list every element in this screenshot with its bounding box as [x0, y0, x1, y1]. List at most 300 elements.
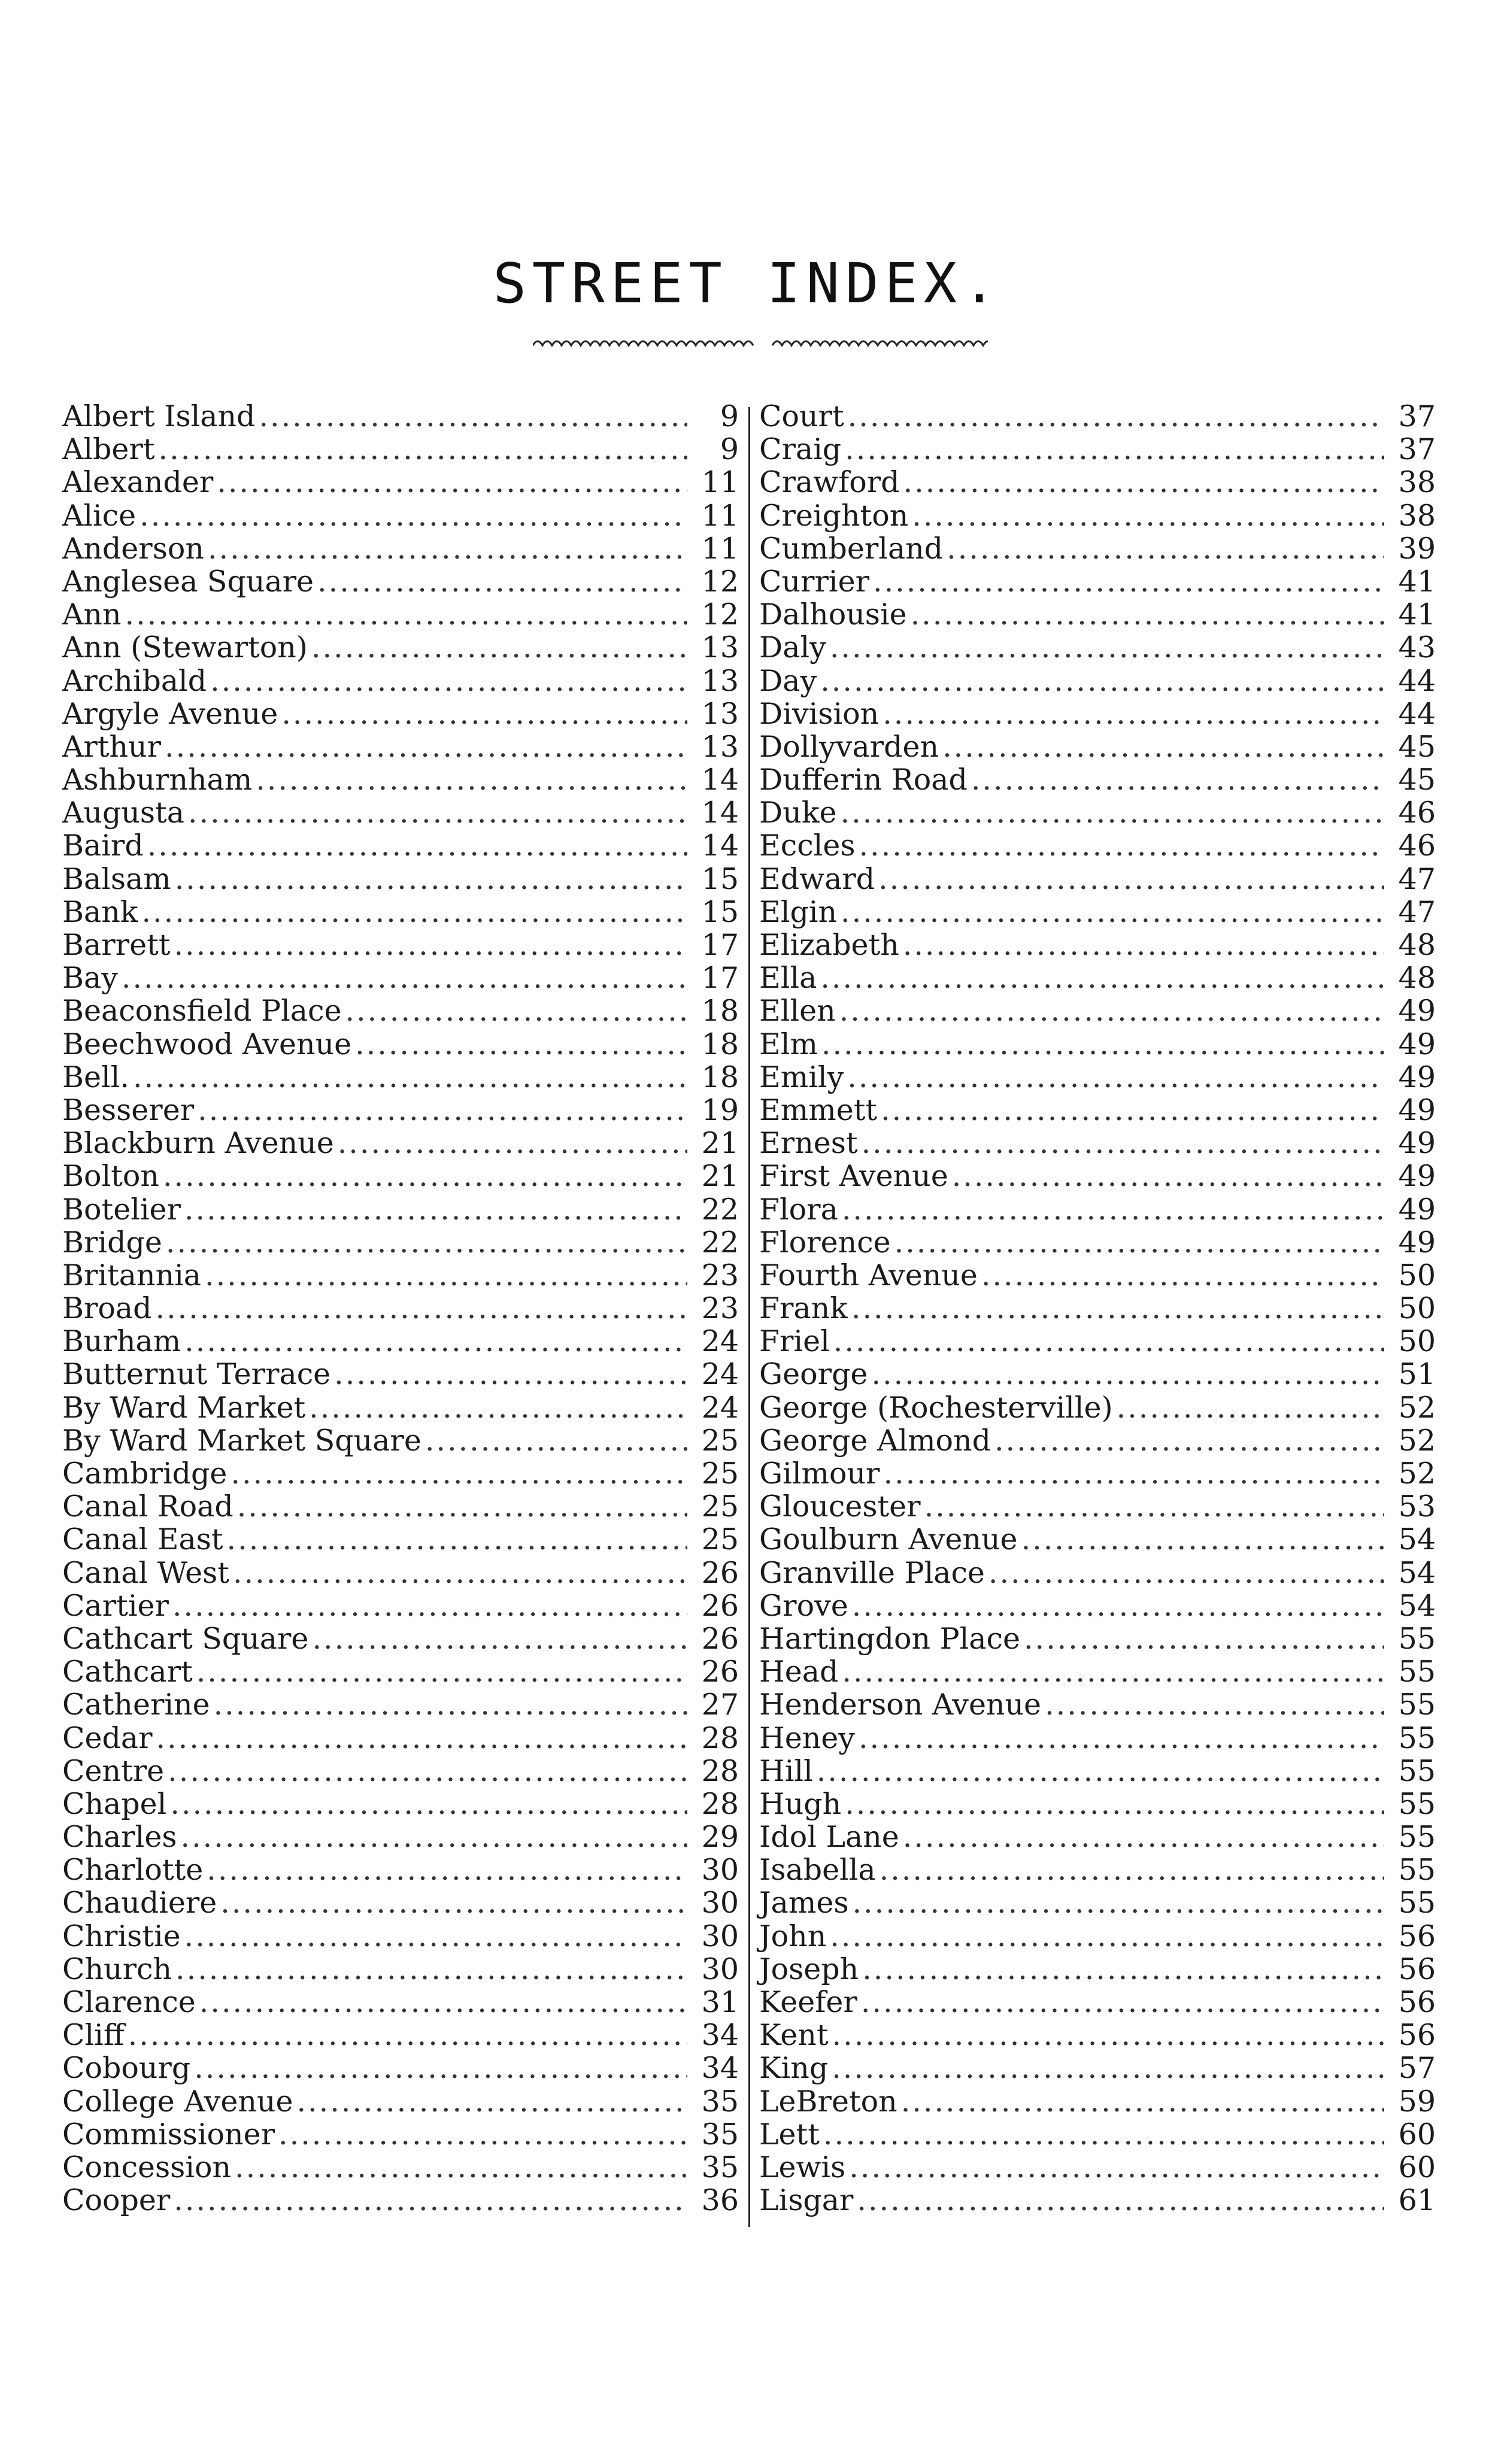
index-entry: [62, 1920, 739, 1953]
street-name: Concession: [62, 2150, 232, 2184]
index-entry: [62, 928, 739, 961]
page-number: 17: [701, 961, 739, 996]
page-number: 54: [1398, 1522, 1436, 1557]
index-entry: [62, 1325, 739, 1358]
page-number: 52: [1398, 1456, 1436, 1491]
street-name: Arthur: [62, 729, 162, 764]
dot-leader: [317, 565, 687, 598]
index-entry: [62, 961, 739, 994]
street-name: Albert: [62, 432, 155, 467]
street-name: Ellen: [759, 994, 836, 1028]
dot-leader: [208, 532, 687, 565]
index-entry: [62, 1853, 739, 1886]
street-name: Chapel: [62, 1786, 167, 1821]
street-name: Beaconsfield Place: [62, 994, 342, 1028]
street-name: Crawford: [759, 465, 900, 500]
dot-leader: [235, 2151, 687, 2184]
dot-leader: [842, 1193, 1384, 1226]
dot-leader: [334, 1358, 687, 1391]
page-number: 29: [701, 1820, 739, 1855]
dot-leader: [871, 1358, 1384, 1391]
street-name: Alice: [62, 498, 137, 533]
street-name: Cambridge: [62, 1456, 228, 1491]
page-number: 45: [1398, 729, 1436, 764]
index-entry: [62, 2151, 739, 2184]
dot-leader: [425, 1424, 687, 1457]
dot-leader: [833, 1325, 1384, 1358]
page-number: 55: [1398, 1853, 1436, 1888]
dot-leader: [832, 2052, 1384, 2084]
street-name: Beechwood Avenue: [62, 1027, 352, 1061]
index-entry: [62, 1820, 739, 1853]
index-entry: [759, 1920, 1436, 1953]
index-entry: [62, 896, 739, 928]
page-number: 55: [1398, 1786, 1436, 1821]
index-entry: [62, 1886, 739, 1919]
page-number: 38: [1398, 498, 1436, 533]
page-number: 26: [701, 1655, 739, 1689]
dot-leader: [281, 697, 687, 730]
street-name: Hugh: [759, 1786, 842, 1821]
dot-leader: [147, 829, 687, 862]
dot-leader: [172, 1589, 687, 1622]
page-number: 49: [1398, 1126, 1436, 1161]
dot-leader: [163, 1160, 687, 1192]
street-name: Commissioner: [62, 2117, 275, 2152]
dot-leader: [168, 1755, 687, 1788]
page-number: 55: [1398, 1886, 1436, 1920]
dot-leader: [841, 896, 1384, 928]
street-name: Fourth Avenue: [759, 1258, 978, 1292]
dot-leader: [952, 1160, 1384, 1192]
street-name: First Avenue: [759, 1159, 948, 1194]
index-entry: [62, 1622, 739, 1655]
street-name: Cooper: [62, 2183, 171, 2218]
street-name: Joseph: [759, 1952, 859, 1986]
page-number: 46: [1398, 829, 1436, 863]
street-name: Albert Island: [62, 399, 256, 433]
index-entry: [62, 1127, 739, 1160]
street-name: Broad: [62, 1291, 152, 1326]
index-entry: [62, 1953, 739, 1986]
index-entry: [62, 1788, 739, 1820]
ornamental-divider: [533, 332, 988, 356]
dot-leader: [140, 499, 687, 532]
street-name: Eccles: [759, 829, 856, 863]
page-number: 19: [701, 1093, 739, 1127]
dot-leader: [845, 1788, 1384, 1820]
street-name: Cedar: [62, 1720, 153, 1755]
page-number: 30: [701, 1886, 739, 1920]
page-number: 41: [1398, 597, 1436, 632]
dot-leader: [227, 1523, 687, 1556]
dot-leader: [207, 1853, 687, 1886]
page-number: 54: [1398, 1588, 1436, 1623]
index-entry: [62, 1523, 739, 1556]
page-number: 28: [701, 1753, 739, 1788]
dot-leader: [848, 400, 1384, 433]
page-number: 24: [701, 1357, 739, 1392]
street-name: Head: [759, 1655, 839, 1689]
index-entry: [759, 631, 1436, 664]
dot-leader: [128, 2019, 687, 2052]
dot-leader: [159, 433, 687, 466]
dot-leader: [181, 1820, 687, 1853]
dot-leader: [188, 796, 687, 829]
page-number: 28: [701, 1720, 739, 1755]
dot-leader: [924, 1490, 1384, 1523]
dot-leader: [847, 1061, 1384, 1094]
dot-leader: [994, 1424, 1384, 1457]
index-entry: [759, 1953, 1436, 1986]
street-name: Clarence: [62, 1985, 196, 2019]
dot-leader: [947, 532, 1384, 565]
page-number: 24: [701, 1324, 739, 1359]
dot-leader: [821, 1028, 1384, 1061]
dot-leader: [1117, 1391, 1384, 1424]
dot-leader: [901, 2085, 1384, 2118]
index-entry: [62, 1556, 739, 1589]
street-name: Duke: [759, 796, 837, 830]
street-name: Charlotte: [62, 1853, 204, 1888]
index-entry: [759, 928, 1436, 961]
page-number: 35: [701, 2117, 739, 2152]
page-number: 37: [1398, 399, 1436, 433]
street-name: Butternut Terrace: [62, 1357, 331, 1392]
street-name: James: [759, 1886, 849, 1920]
dot-leader: [894, 1226, 1384, 1259]
street-name: Court: [759, 399, 844, 433]
page-number: 31: [701, 1985, 739, 2019]
street-name: College Avenue: [62, 2084, 293, 2119]
street-name: Church: [62, 1952, 172, 1986]
dot-leader: [862, 1953, 1384, 1986]
dot-leader: [971, 763, 1384, 796]
dot-leader: [174, 2184, 687, 2217]
index-entry: [62, 565, 739, 598]
page-number: 52: [1398, 1423, 1436, 1458]
street-name: Centre: [62, 1753, 165, 1788]
page-number: 51: [1398, 1357, 1436, 1392]
street-name: Anglesea Square: [62, 564, 314, 599]
page-number: 11: [701, 465, 739, 500]
street-name: Gilmour: [759, 1456, 880, 1491]
street-name: Lett: [759, 2117, 820, 2152]
page-number: 52: [1398, 1390, 1436, 1425]
dot-leader: [859, 1722, 1384, 1755]
dot-leader: [345, 994, 687, 1027]
page-number: 23: [701, 1291, 739, 1326]
index-entry: [62, 631, 739, 664]
street-name: Bay: [62, 961, 118, 996]
page-number: 30: [701, 1919, 739, 1953]
page-number: 44: [1398, 696, 1436, 731]
index-entry: [759, 400, 1436, 433]
page-number: 53: [1398, 1489, 1436, 1524]
index-entry: [759, 1755, 1436, 1788]
index-entry: [759, 1986, 1436, 2019]
index-entry: [62, 1028, 739, 1061]
street-name: Heney: [759, 1720, 855, 1755]
page-number: 24: [701, 1390, 739, 1425]
page-number: 35: [701, 2150, 739, 2184]
dot-leader: [259, 400, 687, 433]
dot-leader: [122, 961, 687, 994]
page-number: 23: [701, 1258, 739, 1292]
dot-leader: [841, 796, 1384, 829]
index-entry: [759, 1028, 1436, 1061]
index-entry: [62, 532, 739, 565]
street-name: Goulburn Avenue: [759, 1522, 1018, 1557]
index-entry: [759, 1457, 1436, 1490]
street-name: Ann: [62, 597, 122, 632]
dot-leader: [912, 499, 1384, 532]
index-entry: [759, 863, 1436, 896]
street-name: Ann (Stewarton): [62, 630, 308, 665]
street-name: Craig: [759, 432, 842, 467]
dot-leader: [338, 1127, 687, 1160]
dot-leader: [133, 1061, 687, 1094]
index-entry: [62, 829, 739, 862]
page-number: 25: [701, 1456, 739, 1491]
index-entry: [62, 1424, 739, 1457]
street-name: Bank: [62, 894, 138, 929]
street-name: Elizabeth: [759, 928, 899, 962]
page-number: 45: [1398, 763, 1436, 797]
street-name: George Almond: [759, 1423, 991, 1458]
page-number: 22: [701, 1225, 739, 1260]
street-name: Canal Road: [62, 1489, 234, 1524]
index-entry: [759, 2151, 1436, 2184]
street-name: Ashburnham: [62, 763, 253, 797]
street-name: Elm: [759, 1027, 818, 1061]
page-number: 56: [1398, 1985, 1436, 2019]
index-entry: [62, 796, 739, 829]
street-name: Cobourg: [62, 2051, 191, 2086]
index-column-left: [62, 400, 739, 2217]
street-name: By Ward Market: [62, 1390, 306, 1425]
dot-leader: [174, 928, 687, 961]
index-entry: [62, 1688, 739, 1721]
page-number: 49: [1398, 1027, 1436, 1061]
dot-leader: [988, 1556, 1384, 1589]
index-entry: [759, 1358, 1436, 1391]
street-name: Anderson: [62, 531, 204, 566]
page-number: 30: [701, 1853, 739, 1888]
index-entry: [759, 1853, 1436, 1886]
street-name: Bell.: [62, 1060, 129, 1094]
dot-leader: [125, 598, 687, 631]
dot-leader: [883, 697, 1384, 730]
street-name: Creighton: [759, 498, 909, 533]
page-number: 25: [701, 1489, 739, 1524]
page-number: 13: [701, 696, 739, 731]
dot-leader: [184, 1193, 687, 1226]
index-entry: [62, 466, 739, 499]
page-number: 47: [1398, 894, 1436, 929]
street-name: Ernest: [759, 1126, 858, 1161]
index-entry: [759, 433, 1436, 466]
dot-leader: [1021, 1523, 1384, 1556]
page-number: 9: [720, 399, 739, 433]
page-number: 15: [701, 894, 739, 929]
index-entry: [759, 598, 1436, 631]
page-number: 36: [701, 2183, 739, 2218]
index-entry: [759, 1688, 1436, 1721]
page-number: 60: [1398, 2150, 1436, 2184]
street-name: Alexander: [62, 465, 214, 500]
index-entry: [759, 1193, 1436, 1226]
page-number: 14: [701, 763, 739, 797]
index-entry: [62, 1391, 739, 1424]
index-entry: [62, 1490, 739, 1523]
index-entry: [759, 2184, 1436, 2217]
page-number: 26: [701, 1555, 739, 1590]
page-number: 14: [701, 829, 739, 863]
index-entry: [62, 499, 739, 532]
dot-leader: [194, 2052, 687, 2084]
page-number: 55: [1398, 1688, 1436, 1722]
index-entry: [759, 1226, 1436, 1259]
index-entry: [62, 1755, 739, 1788]
dot-leader: [903, 466, 1385, 499]
index-entry: [759, 796, 1436, 829]
street-name: Elgin: [759, 894, 838, 929]
dot-leader: [823, 2118, 1384, 2151]
street-name: Friel: [759, 1324, 830, 1359]
dot-leader: [170, 1788, 687, 1820]
index-entry: [759, 1655, 1436, 1688]
index-entry: [62, 1259, 739, 1292]
dot-leader: [355, 1028, 687, 1061]
page-number: 25: [701, 1522, 739, 1557]
page-number: 55: [1398, 1655, 1436, 1689]
street-name: Idol Lane: [759, 1820, 899, 1855]
dot-leader: [845, 433, 1384, 466]
index-entry: [759, 829, 1436, 862]
street-name: Catherine: [62, 1688, 210, 1722]
street-name: Emily: [759, 1060, 844, 1094]
dot-leader: [942, 730, 1384, 763]
dot-leader: [199, 1986, 687, 2019]
dot-leader: [312, 1622, 687, 1655]
street-name: Hartingdon Place: [759, 1621, 1020, 1656]
street-name: King: [759, 2051, 829, 2086]
street-name: Henderson Avenue: [759, 1688, 1042, 1722]
page-number: 48: [1398, 961, 1436, 996]
index-entry: [759, 2085, 1436, 2118]
page-number: 41: [1398, 564, 1436, 599]
page-number: 59: [1398, 2084, 1436, 2119]
dot-leader: [820, 664, 1384, 697]
street-name: Kent: [759, 2018, 829, 2053]
street-name: Cumberland: [759, 531, 944, 566]
index-entry: [62, 1160, 739, 1192]
page-number: 17: [701, 928, 739, 962]
dot-leader: [1024, 1622, 1384, 1655]
page-number: 21: [701, 1126, 739, 1161]
page-number: 38: [1398, 465, 1436, 500]
index-entry: [759, 994, 1436, 1027]
page-number: 37: [1398, 432, 1436, 467]
page-number: 43: [1398, 630, 1436, 665]
page-number: 57: [1398, 2051, 1436, 2086]
dot-leader: [862, 1127, 1384, 1160]
index-entry: [62, 2052, 739, 2084]
index-entry: [62, 2085, 739, 2118]
dot-leader: [817, 1755, 1384, 1788]
dot-leader: [256, 763, 687, 796]
index-entry: [759, 2019, 1436, 2052]
dot-leader: [214, 1688, 687, 1721]
street-name: Bolton: [62, 1159, 159, 1194]
index-entry: [759, 1094, 1436, 1127]
page-number: 11: [701, 498, 739, 533]
street-name: Dalhousie: [759, 597, 907, 632]
street-name: Augusta: [62, 796, 184, 830]
dot-leader: [166, 1226, 687, 1259]
index-entry: [62, 1226, 739, 1259]
index-entry: [759, 565, 1436, 598]
index-entry: [759, 697, 1436, 730]
index-entry: [759, 1424, 1436, 1457]
street-name: Cliff: [62, 2018, 125, 2053]
dot-leader: [296, 2085, 687, 2118]
street-name: Hill: [759, 1753, 813, 1788]
dot-leader: [839, 994, 1384, 1027]
dot-leader: [165, 730, 687, 763]
index-entry: [759, 1886, 1436, 1919]
dot-leader: [861, 1986, 1384, 2019]
street-name: Granville Place: [759, 1555, 985, 1590]
street-name: Daly: [759, 630, 826, 665]
dot-leader: [1045, 1688, 1384, 1721]
index-entry: [759, 2052, 1436, 2084]
index-entry: [759, 466, 1436, 499]
street-name: Emmett: [759, 1093, 878, 1127]
street-name: Cartier: [62, 1588, 169, 1623]
dot-leader: [184, 1325, 687, 1358]
dot-leader: [309, 1391, 687, 1424]
dot-leader: [196, 1655, 687, 1688]
street-name: Canal West: [62, 1555, 229, 1590]
page-number: 55: [1398, 1621, 1436, 1656]
page-number: 49: [1398, 1225, 1436, 1260]
dot-leader: [903, 928, 1384, 961]
index-entry: [759, 1589, 1436, 1622]
street-name: Baird: [62, 829, 144, 863]
page-number: 47: [1398, 861, 1436, 896]
dot-leader: [198, 1094, 687, 1127]
page-number: 18: [701, 1027, 739, 1061]
dot-leader: [881, 1094, 1384, 1127]
index-entry: [759, 1622, 1436, 1655]
page-number: 13: [701, 630, 739, 665]
index-entry: [62, 1722, 739, 1755]
dot-leader: [210, 664, 687, 697]
page-number: 39: [1398, 531, 1436, 566]
street-name: Florence: [759, 1225, 891, 1260]
index-entry: [62, 1986, 739, 2019]
dot-leader: [849, 2151, 1384, 2184]
page-title: STREET INDEX.: [493, 251, 1002, 315]
dot-leader: [873, 565, 1384, 598]
page-number: 50: [1398, 1324, 1436, 1359]
index-entry: [759, 1523, 1436, 1556]
street-name: Charles: [62, 1820, 177, 1855]
index-entry: [759, 664, 1436, 697]
dot-leader: [857, 2184, 1384, 2217]
